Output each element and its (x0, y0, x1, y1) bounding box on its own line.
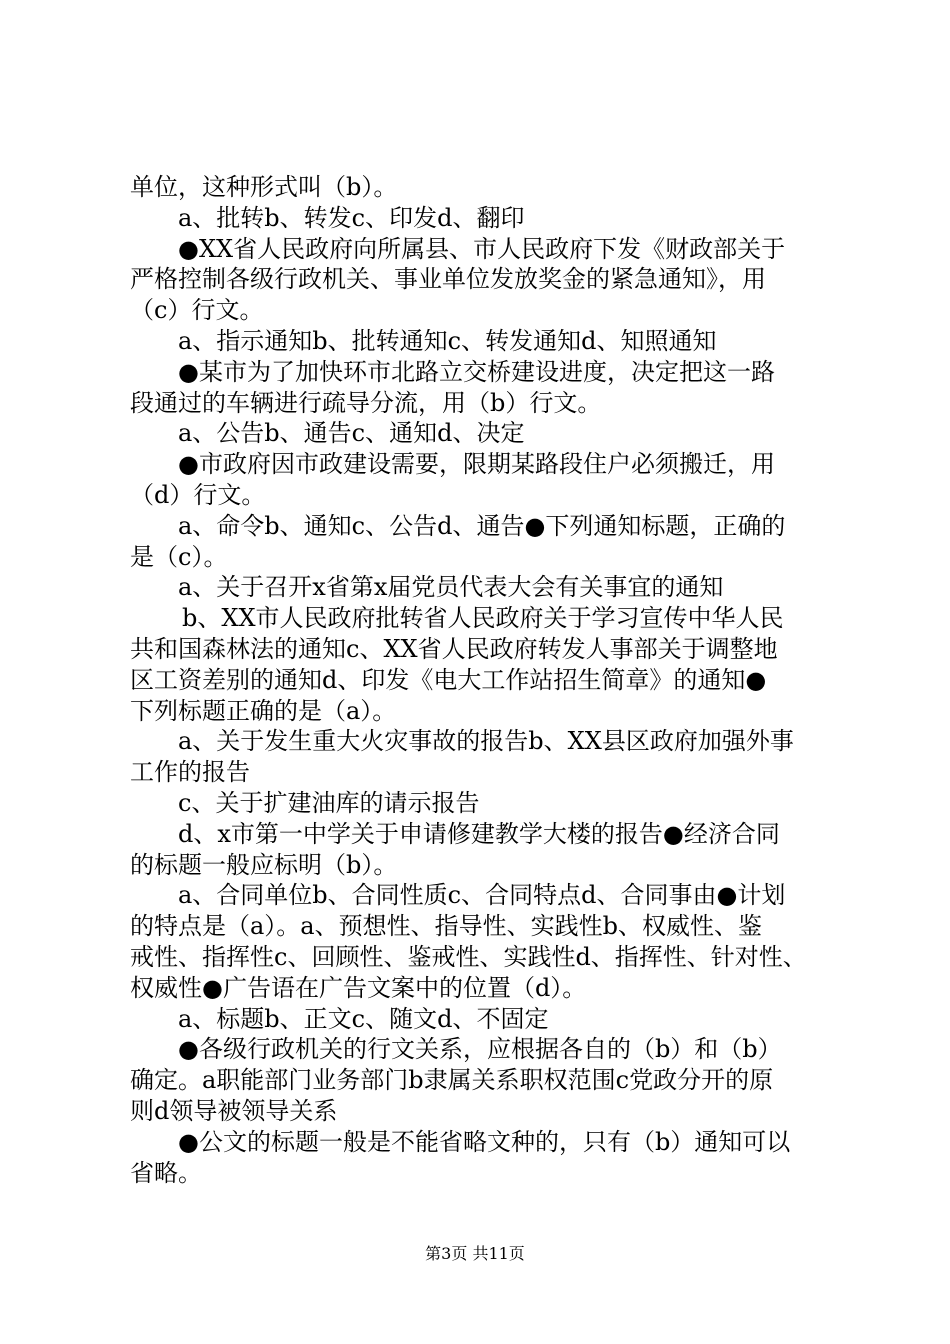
text-line: 区工资差别的通知d、印发《电大工作站招生简章》的通知● (130, 665, 767, 694)
text-line: a、指示通知b、批转通知c、转发通知d、知照通知 (178, 326, 717, 355)
text-line: a、批转b、转发c、印发d、翻印 (178, 203, 525, 232)
text-line: a、关于召开x省第x届党员代表大会有关事宜的通知 (178, 573, 724, 602)
text-line: c、关于扩建油库的请示报告 (178, 788, 480, 817)
text-line: （d）行文。 (130, 480, 266, 509)
text-line: b、XX市人民政府批转省人民政府关于学习宣传中华人民 (182, 604, 784, 633)
text-line: 单位，这种形式叫（b）。 (130, 173, 398, 201)
text-line: a、关于发生重大火灾事故的报告b、XX县区政府加强外事 (178, 727, 794, 756)
text-line: 的标题一般应标明（b）。 (130, 850, 398, 879)
text-line: 戒性、指挥性c、回顾性、鉴戒性、实践性d、指挥性、针对性、 (130, 942, 807, 971)
text-line: 共和国森林法的通知c、XX省人民政府转发人事部关于调整地 (130, 634, 778, 663)
text-line: 省略。 (130, 1158, 202, 1187)
text-line: a、命令b、通知c、公告d、通告●下列通知标题，正确的 (178, 511, 786, 540)
text-line: 则d领导被领导关系 (130, 1096, 338, 1125)
text-line: ●市政府因市政建设需要，限期某路段住户必须搬迁，用 (178, 450, 775, 479)
page-footer: 第3页 共11页 (425, 1244, 525, 1263)
text-line: 段通过的车辆进行疏导分流，用（b）行文。 (130, 388, 602, 417)
text-line: a、公告b、通告c、通知d、决定 (178, 419, 525, 448)
text-line: 确定。a职能部门业务部门b隶属关系职权范围c党政分开的原 (130, 1066, 774, 1095)
document-body (130, 172, 830, 1188)
text-line: ●公文的标题一般是不能省略文种的，只有（b）通知可以 (178, 1127, 791, 1156)
text-line: 的特点是（a）。a、预想性、指导性、实践性b、权威性、鉴 (130, 912, 762, 941)
text-line: 是（c）。 (130, 542, 228, 571)
text-line: 严格控制各级行政机关、事业单位发放奖金的紧急通知》，用 (130, 265, 766, 294)
text-line: a、标题b、正文c、随文d、不固定 (178, 1004, 549, 1033)
text-line: a、合同单位b、合同性质c、合同特点d、合同事由●计划 (178, 881, 786, 910)
text-line: 下列标题正确的是（a）。 (130, 696, 397, 725)
text-line: ●XX省人民政府向所属县、市人民政府下发《财政部关于 (178, 234, 786, 263)
text-line: ●各级行政机关的行文关系，应根据各自的（b）和（b） (178, 1035, 782, 1064)
text-line: 工作的报告 (130, 758, 250, 787)
text-line: ●某市为了加快环市北路立交桥建设进度，决定把这一路 (178, 357, 775, 386)
text-line: （c）行文。 (130, 296, 264, 325)
text-line: d、x市第一中学关于申请修建教学大楼的报告●经济合同 (178, 819, 780, 848)
text-line: 权威性●广告语在广告文案中的位置（d）。 (130, 973, 587, 1002)
